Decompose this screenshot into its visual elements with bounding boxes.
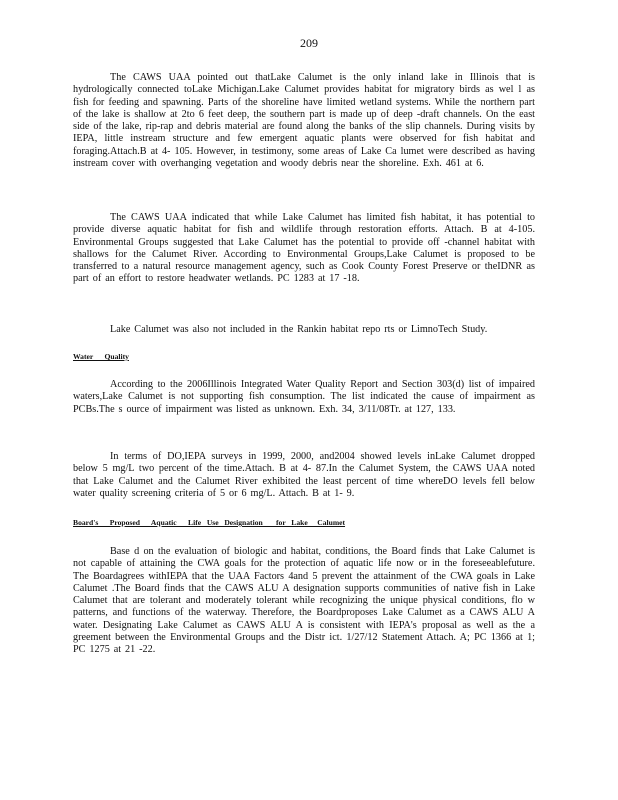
paragraph-water-quality-report: According to the 2006Illinois Integrated Water Quality Report and Section 303(d) list of impaired waters,Lake Calumet is not supporting fish consumption. The list indicated the cause of impairment as PCBs.The s ource of impairment was listed as unknown. Exh. 34, 3/11/08Tr. at 127, 133. bbox=[73, 379, 535, 415]
paragraph-lake-calumet-habitat: The CAWS UAA pointed out thatLake Calumet is the only inland lake in Illinois that is hydrologically connected toLake Michigan.Lake Calumet provides habitat for migratory birds as wel l as fish for feeding and spawning. Parts of the shoreline have limited wetland systems. While the northern part of the lake is shallow at 2to 6 feet deep, the southern part is made up of deep -draft channels. On the east side of the lake, rip-rap and debris material are found along the banks of the slip channels. During visits by IEPA, little instream structure and few emergent aquatic plants were observed for fish habitat and foraging.Attach.B at 4- 105. However, in testimony, some areas of Lake Ca lumet were described as having instream cover with overhanging vegetation and woody debris near the shoreline. Exh. 461 at 6. bbox=[73, 72, 535, 170]
paragraph-board-findings: Base d on the evaluation of biologic and habitat, conditions, the Board finds that Lake Calumet is not capable of attaining the CWA goals for the protection of aquatic life now or in the foreseeablefuture. The Boardagrees withIEPA that the UAA Factors 4and 5 prevent the attainment of the CWA goals in Lake Calumet .The Board finds that the CAWS ALU A designation supports communities of native fish in Lake Calumet that are tolerant and moderately tolerant while recognizing the unique physical conditions, flo w patterns, and functions of the waterway. Therefore, the Boardproposes Lake Calumet as a CAWS ALU A water. Designating Lake Calumet as CAWS ALU A is consistent with IEPA's proposal as well as the a greement between the Environmental Groups and the Distr ict. 1/27/12 Statement Attach. A; PC 1366 at 1; PC 1275 at 21 -22. bbox=[73, 546, 535, 656]
page-number: 209 bbox=[300, 36, 318, 50]
paragraph-dissolved-oxygen: In terms of DO,IEPA surveys in 1999, 2000, and2004 showed levels inLake Calumet dropped below 5 mg/L two percent of the time.Attach. B at 4- 87.In the Calumet System, the CAWS UAA noted that Lake Calumet and the Calumet River exhibited the least percent of time whereDO levels fell below water quality screening criteria of 5 or 6 mg/L. Attach. B at 1- 9. bbox=[73, 451, 535, 499]
paragraph-restoration-potential: The CAWS UAA indicated that while Lake Calumet has limited fish habitat, it has potential to provide diverse aquatic habitat for fish and wildlife through restoration efforts. Attach. B at 4-105. Environmental Groups suggested that Lake Calumet has the potential to provide off -channel habitat with shallows for the Calumet River. According to Environmental Groups,Lake Calumet is proposed to be transferred to a natural resource management agency, such as Cook County Forest Preserve or theIDNR as part of an effort to restore headwater wetlands. PC 1283 at 17 -18. bbox=[73, 212, 535, 285]
section-heading-water-quality: Water Quality bbox=[73, 352, 129, 361]
paragraph-rankin-not-included: Lake Calumet was also not included in the Rankin habitat repo rts or LimnoTech Study. bbox=[110, 324, 488, 335]
section-heading-proposed-designation: Board's Proposed Aquatic Life Use Designation for Lake Calumet bbox=[73, 518, 346, 527]
